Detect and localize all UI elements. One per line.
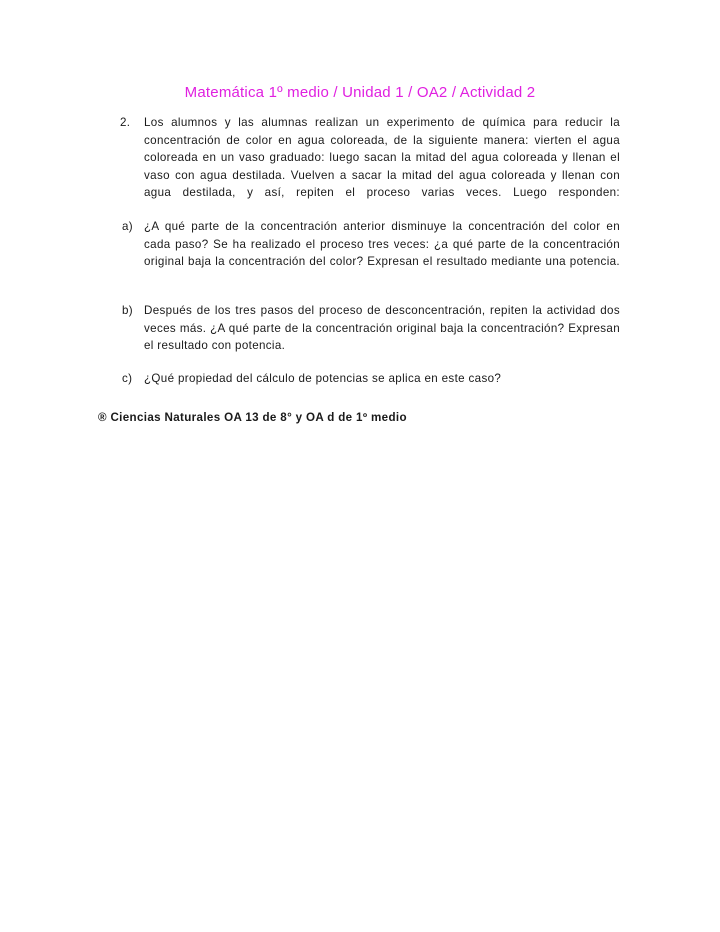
item-marker-b: b) bbox=[122, 304, 134, 317]
question-item-c bbox=[118, 370, 620, 388]
footnote: ® Ciencias Naturales OA 13 de 8° y OA d de 1º medio bbox=[98, 411, 407, 424]
question-item-a bbox=[118, 218, 620, 271]
question-item-b bbox=[118, 302, 620, 355]
item-marker-c: c) bbox=[122, 372, 133, 385]
item-marker-a: a) bbox=[122, 220, 134, 233]
question-text: Los alumnos y las alumnas realizan un experimento de química para reducir la concentración de color en agua coloreada, de la siguiente manera: vierten el agua coloreada en un vaso graduado: luego sacan la mitad del agua coloreada y llenan el vaso con agua destilada. Vuelven a sacar la mitad del agua coloreada y llenan con agua destilada, y así, repiten el proceso varias veces. Luego responden: bbox=[144, 116, 620, 200]
item-text-b: Después de los tres pasos del proceso de desconcentración, repiten la actividad dos veces más. ¿A qué parte de la concentración original baja la concentración? Expresan el resultado con potencia. bbox=[144, 304, 620, 353]
item-text-c: ¿Qué propiedad del cálculo de potencias se aplica en este caso? bbox=[144, 372, 502, 385]
question-number: 2. bbox=[120, 116, 131, 129]
page-title: Matemática 1º medio / Unidad 1 / OA2 / Actividad 2 bbox=[184, 84, 536, 101]
question-2 bbox=[118, 114, 620, 202]
item-text-a: ¿A qué parte de la concentración anterior disminuye la concentración del color en cada paso? Se ha realizado el proceso tres veces: ¿a qué parte de la concentración original baja la concentración del color? Expresan el resultado mediante una potencia. bbox=[144, 220, 620, 269]
